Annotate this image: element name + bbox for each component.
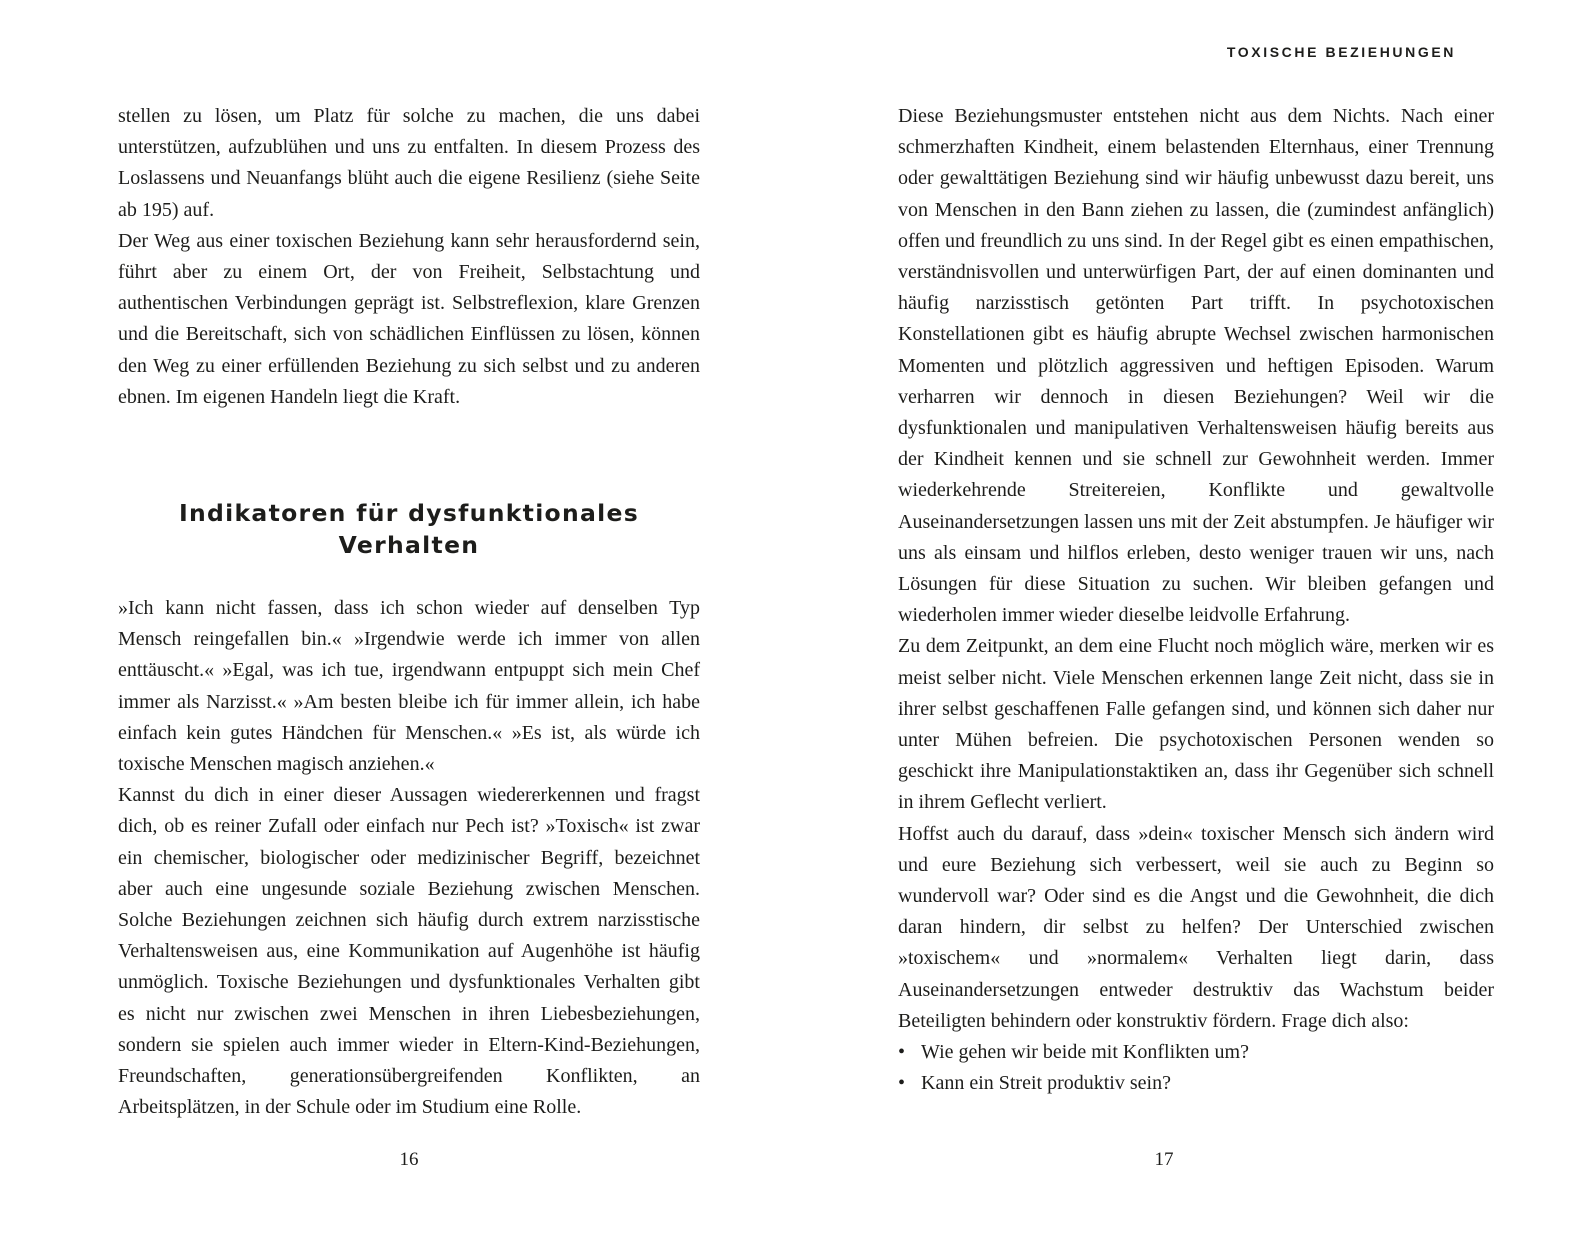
bullet-icon: • [898, 1072, 906, 1095]
right-text [898, 101, 1494, 1100]
paragraph: Der Weg aus einer toxischen Beziehung kann sehr herausfordernd sein, führt aber zu einem Ort, der von Freiheit, Selbstachtung und authentischen Verbindungen geprägt ist. Selbstreflexion, klare Grenzen und die Bereitschaft, sich von schädlichen Einflüssen zu lösen, können den Weg zu einer erfüllenden Beziehung zu sich selbst und zu anderen ebnen. Im eigenen Handeln liegt die Kraft. [118, 229, 700, 408]
left-text-top [118, 101, 700, 413]
list-item-text: Kann ein Streit produktiv sein? [921, 1072, 1171, 1095]
section-heading-line: Verhalten [338, 531, 480, 559]
paragraph: Hoffst auch du darauf, dass »dein« toxischer Mensch sich ändern wird und eure Beziehung sich verbessert, weil sie auch zu Beginn so wundervoll war? Oder sind es die Angst und die Gewohnheit, die dich daran hindern, dir selbst zu helfen? Der Unterschied zwischen »toxischem« und »normalem« Verhalten liegt darin, dass Auseinandersetzungen entweder destruktiv das Wachstum beider Beteiligten behindern oder konstruktiv fördern. Frage dich also: [898, 822, 1494, 1032]
left-text-bottom [118, 593, 700, 1123]
bullet-list [898, 1037, 1494, 1099]
paragraph: Kannst du dich in einer dieser Aussagen wiedererkennen und fragst dich, ob es reiner Zufall oder einfach nur Pech ist? »Toxisch« ist zwar ein chemischer, biologischer oder medizinischer Begriff, bezeichnet aber auch eine ungesunde soziale Beziehung zwischen Menschen. Solche Beziehungen zeichnen sich häufig durch extrem narzisstische Verhaltensweisen aus, eine Kommunikation auf Augenhöhe ist häufig unmöglich. Toxische Beziehungen und dysfunktionales Verhalten gibt es nicht nur zwischen zwei Menschen in ihren Liebesbeziehungen, sondern sie spielen auch immer wieder in Eltern-Kind-Beziehungen, Freundschaften, generationsübergreifenden Konflikten, an Arbeitsplätzen, in der Schule oder im Studium eine Rolle. [118, 784, 700, 1119]
right-page [797, 0, 1594, 1240]
paragraph: Diese Beziehungsmuster entstehen nicht aus dem Nichts. Nach einer schmerzhaften Kindheit, einem belastenden Elternhaus, einer Trennung oder gewalttätigen Beziehung sind wir häufig unbewusst dazu bereit, uns von Menschen in den Bann ziehen zu lassen, die (zumindest anfänglich) offen und freundlich zu uns sind. In der Regel gibt es einen empathischen, verständnisvollen und unterwürfigen Part, der auf einen dominanten und häufig narzisstisch getönten Part trifft. In psychotoxischen Konstellationen gibt es häufig abrupte Wechsel zwischen harmonischen Momenten und plötzlich aggressiven und heftigen Episoden. Warum verharren wir dennoch in diesen Beziehungen? Weil wir die dysfunktionalen und manipulativen Verhaltensweisen häufig bereits aus der Kindheit kennen und sie schnell zur Gewohnheit werden. Immer wiederkehrende Streitereien, Konflikte und gewaltvolle Auseinandersetzungen lassen uns mit der Zeit abstumpfen. Je häufiger wir uns als einsam und hilflos erleben, desto weniger trauen wir uns, nach Lösungen für diese Situation zu suchen. Wir bleiben gefangen und wiederholen immer wieder dieselbe leidvolle Erfahrung. [898, 105, 1494, 627]
running-head: TOXISCHE BEZIEHUNGEN [1226, 44, 1456, 60]
paragraph: Zu dem Zeitpunkt, an dem eine Flucht noch möglich wäre, merken wir es meist selber nicht. Viele Menschen erkennen lange Zeit nicht, dass sie in ihrer selbst geschaffenen Falle gefangen sind, und können sich daher nur unter Mühen befreien. Die psychotoxischen Personen wenden so geschickt ihre Manipulationstaktiken an, dass ihr Gegenüber sich schnell in ihrem Geflecht verliert. [898, 635, 1494, 814]
bullet-icon: • [898, 1041, 906, 1064]
paragraph: »Ich kann nicht fassen, dass ich schon wieder auf denselben Typ Mensch reingefallen bin.« »Irgendwie werde ich immer von allen enttäuscht.« »Egal, was ich tue, irgendwann entpuppt sich mein Chef immer als Narzisst.« »Am besten bleibe ich für immer allein, ich habe einfach kein gutes Händchen für Menschen.« »Es ist, als würde ich toxische Menschen magisch anziehen.« [118, 597, 700, 776]
list-item [898, 1037, 1494, 1068]
section-heading-line: Indikatoren für dysfunktionales [178, 499, 640, 527]
page-number: 17 [1154, 1149, 1174, 1170]
section-heading [118, 497, 700, 561]
page-number: 16 [399, 1149, 419, 1170]
paragraph: stellen zu lösen, um Platz für solche zu machen, die uns dabei unterstützen, aufzublühen und uns zu entfalten. In diesem Prozess des Loslassens und Neuanfangs blüht auch die eigene Resilienz (siehe Seite ab 195) auf. [118, 105, 700, 221]
list-item [898, 1068, 1494, 1099]
list-item-text: Wie gehen wir beide mit Konflikten um? [921, 1041, 1249, 1064]
